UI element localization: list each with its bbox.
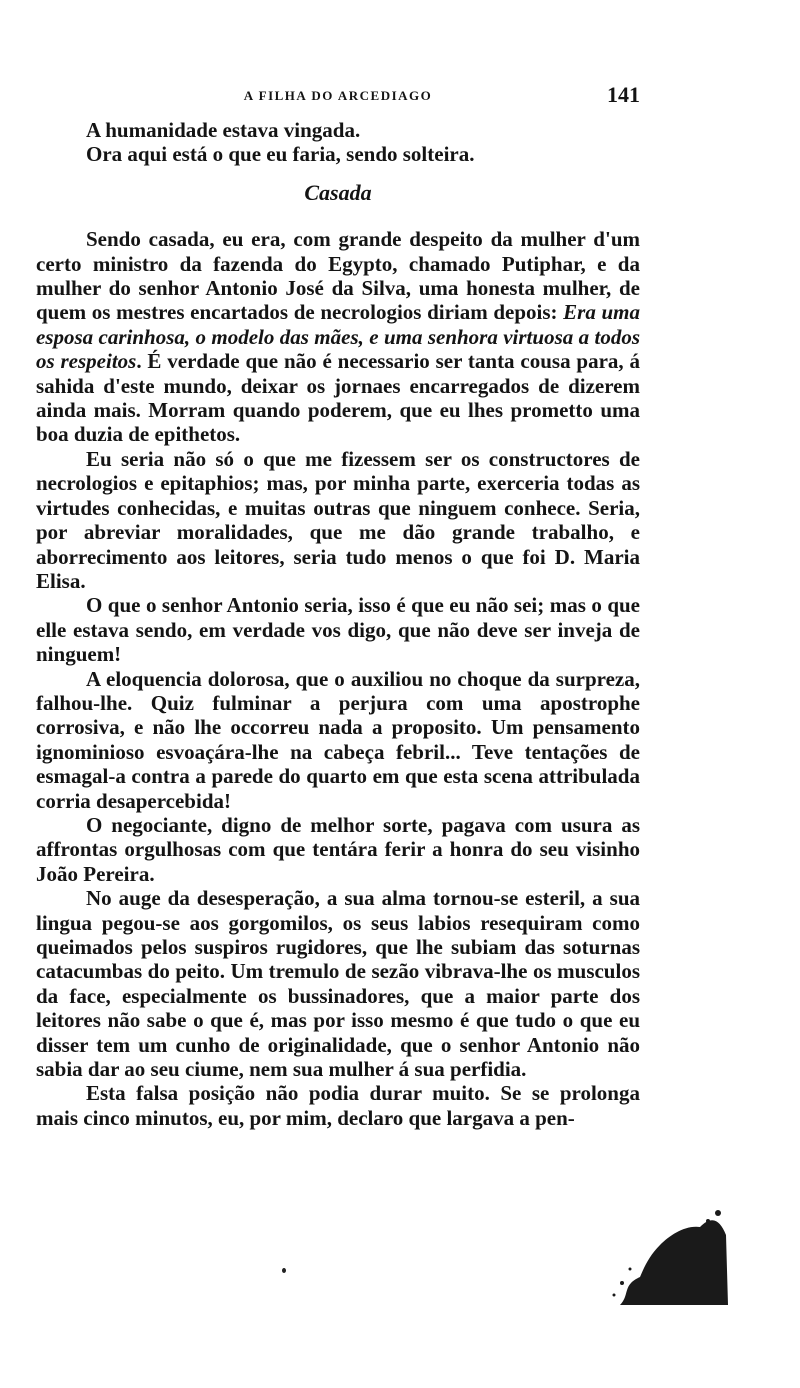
paragraph-5: O negociante, digno de melhor sorte, pagava com usura as affrontas orgulhosas com que tentára ferir a honra do seu visinho João Pereira. [36,812,640,886]
paragraph-3: O que o senhor Antonio seria, isso é que eu não sei; mas o que elle estava sendo, em verdade vos digo, que não deve ser inveja de ninguem! [36,593,640,667]
ink-stain [600,1205,730,1305]
section-title: Casada [304,179,372,205]
paragraph-2: Eu seria não só o que me fizessem ser os constructores de necrologios e epitaphios; mas, por minha parte, exerceria todas as virtudes conhecidas, e muitas outras que ninguem conhece. Seria, por abreviar moralidades, que me dão grande trabalho, e aborrecimento aos leitores, seria tudo menos o que foi D. Maria Elisa. [36,446,640,593]
ink-speck [282,1268,286,1273]
page-number: 141 [607,82,640,107]
running-head [36,82,640,110]
paragraph-1-start: Sendo casada, eu era, com grande despeito da mulher d'um certo ministro da fazenda do Egypto, chamado Putiphar, e da mulher do senhor Antonio José da Silva, uma honesta mulher, de quem os mestres encartados de necrologios diriam depois: [36,227,640,325]
paragraph-6: No auge da desesperação, a sua alma tornou-se esteril, a sua lingua pegou-se aos gorgomilos, os seus labios resequiram como queimados pelos suspiros rugidores, que lhe subiam das soturnas catacumbas do peito. Um tremulo de sezão vibrava-lhe os musculos da face, especialmente os bussinadores, que a maior parte dos leitores não sabe o que é, mas por isso mesmo é que tudo o que eu disser tem um cunho de originalidade, que o senhor Antonio não sabia dar ao seu ciume, nem sua mulher á sua perfidia. [36,886,640,1082]
running-title: A FILHA DO ARCEDIAGO [243,88,433,103]
line-2: Ora aqui está o que eu faria, sendo solteira. [86,142,475,167]
body-text [36,118,640,1130]
paragraph-7: Esta falsa posição não podia durar muito. Se se prolonga mais cinco minutos, eu, por mim, declaro que largava a pen- [36,1081,640,1130]
paragraph-1-end: . É verdade que não é necessario ser tanta cousa para, á sahida d'este mundo, deixar os jornaes encarregados de dizerem ainda mais. Morram quando poderem, que eu lhes prometto uma boa duzia de epithetos. [36,349,641,447]
paragraph-4: A eloquencia dolorosa, que o auxiliou no choque da surpreza, falhou-lhe. Quiz fulminar a perjura com uma apostrophe corrosiva, e não lhe occorreu nada a proposito. Um pensamento ignominioso esvoaçára-lhe na cabeça febril... Teve tentações de esmagal-a contra a parede do quarto em que esta scena attribulada corria desapercebida! [36,666,640,813]
paragraph-1-quote: Era uma esposa carinhosa, o modelo das mães, e uma senhora virtuosa a todos os respeitos [36,300,640,374]
paragraph-1 [36,227,640,447]
line-1: A humanidade estava vingada. [86,118,361,142]
